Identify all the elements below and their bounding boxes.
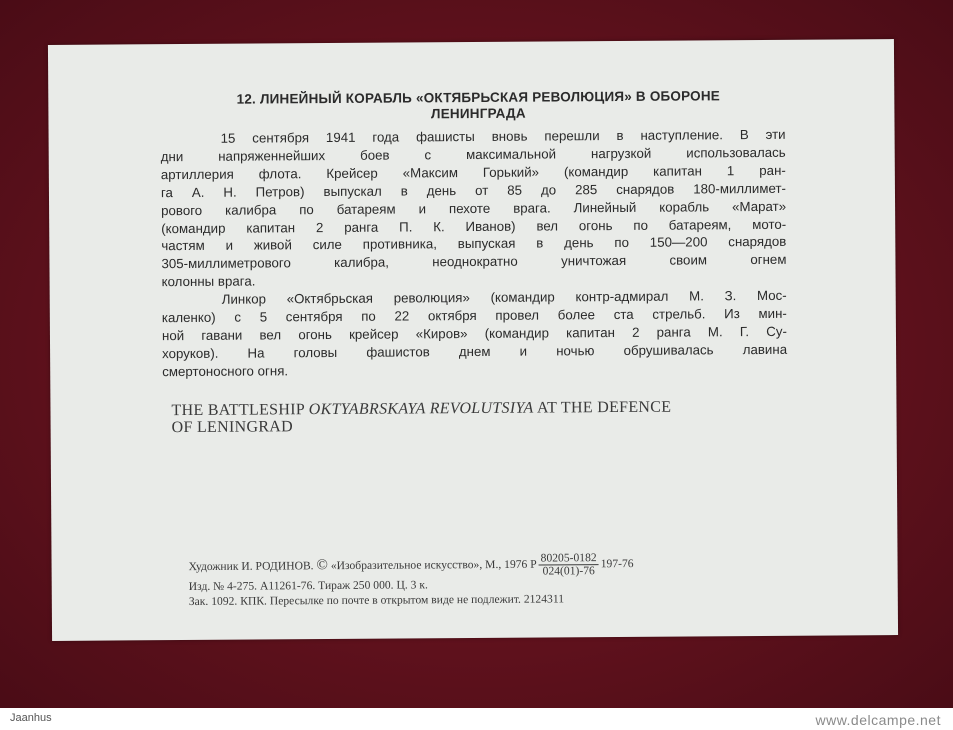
p1-line: колонны врага. xyxy=(161,273,256,290)
p1-line: частям и живой силе противника, выпуская в день по 150—200 снарядов xyxy=(161,234,787,254)
copyright-icon: © xyxy=(316,557,328,574)
watermark-left: Jaanhus xyxy=(10,712,52,724)
index-fraction: $\frac{80205-0182}{024(01)-76}$ xyxy=(539,552,599,577)
imprint-line-2: Изд. № 4-275. А11261-76. Тираж 250 000. Ц. 3 к. xyxy=(188,578,428,593)
english-title xyxy=(171,398,791,436)
p2-line: хоруков). На головы фашистов днем и ночью обрушивалась лавина xyxy=(162,341,788,362)
postcard-back xyxy=(48,39,898,641)
p1-line: артиллерия флота. Крейсер «Максим Горький» (командир капитан 1 ран- xyxy=(160,162,786,182)
p1-line: (командир капитан 2 ранга П. К. Иванов) вел огонь по батареям, мото- xyxy=(161,216,787,236)
p1-line: рового калибра по батареям и пехоте врага. Линейный корабль «Марат» xyxy=(161,198,787,218)
p2-line: ной гавани вел огонь крейсер «Киров» (командир капитан 2 ранга М. Г. Су- xyxy=(161,323,787,344)
p2-line: смертоносного огня. xyxy=(162,363,289,379)
p1-line: 305-миллиметрового калибра, неоднократно уничтожая своим огнем xyxy=(161,252,787,272)
russian-title xyxy=(188,88,768,124)
watermark-right: www.delcampe.net xyxy=(815,712,941,728)
p1-line: 15 сентября 1941 года фашисты вновь перешли в наступление. В эти xyxy=(220,126,786,146)
russian-title-line-2: ЛЕНИНГРАДА xyxy=(430,105,526,122)
russian-title-line-1: 12. ЛИНЕЙНЫЙ КОРАБЛЬ «ОКТЯБРЬСКАЯ РЕВОЛЮЦИЯ» В ОБОРОНЕ xyxy=(236,88,721,107)
english-title-line-1: THE BATTLESHIP OKTYABRSKAYA REVOLUTSIYA AT THE DEFENCE xyxy=(171,398,672,420)
p1-line: дни напряженнейших боев с максимальной нагрузкой использовалась xyxy=(160,144,786,165)
paragraph-2 xyxy=(162,287,788,381)
imprint-line-3: Зак. 1092. КПК. Пересылке по почте в открытом виде не подлежит. 2124311 xyxy=(188,591,565,608)
imprint-line-1: Художник И. РОДИНОВ. © «Изобразительное искусство», М., 1976 Р $\frac{80205-0182}{024(01)-76}$ 197-76 xyxy=(188,551,634,578)
ship-name-italic: OKTYABRSKAYA REVOLUTSIYA xyxy=(308,399,534,419)
paragraph-1 xyxy=(161,126,787,292)
p1-line: га А. Н. Петров) выпускал в день от 85 до 285 снарядов 180-миллимет- xyxy=(160,180,786,200)
p2-line: каленко) с 5 сентября по 22 октября провел более ста стрельб. Из мин- xyxy=(161,305,787,326)
english-title-line-2: OF LENINGRAD xyxy=(171,418,294,437)
russian-body-text xyxy=(161,126,788,381)
p2-line: Линкор «Октябрьская революция» (командир контр-адмирал М. З. Мос- xyxy=(221,287,787,307)
imprint-block xyxy=(188,551,788,609)
